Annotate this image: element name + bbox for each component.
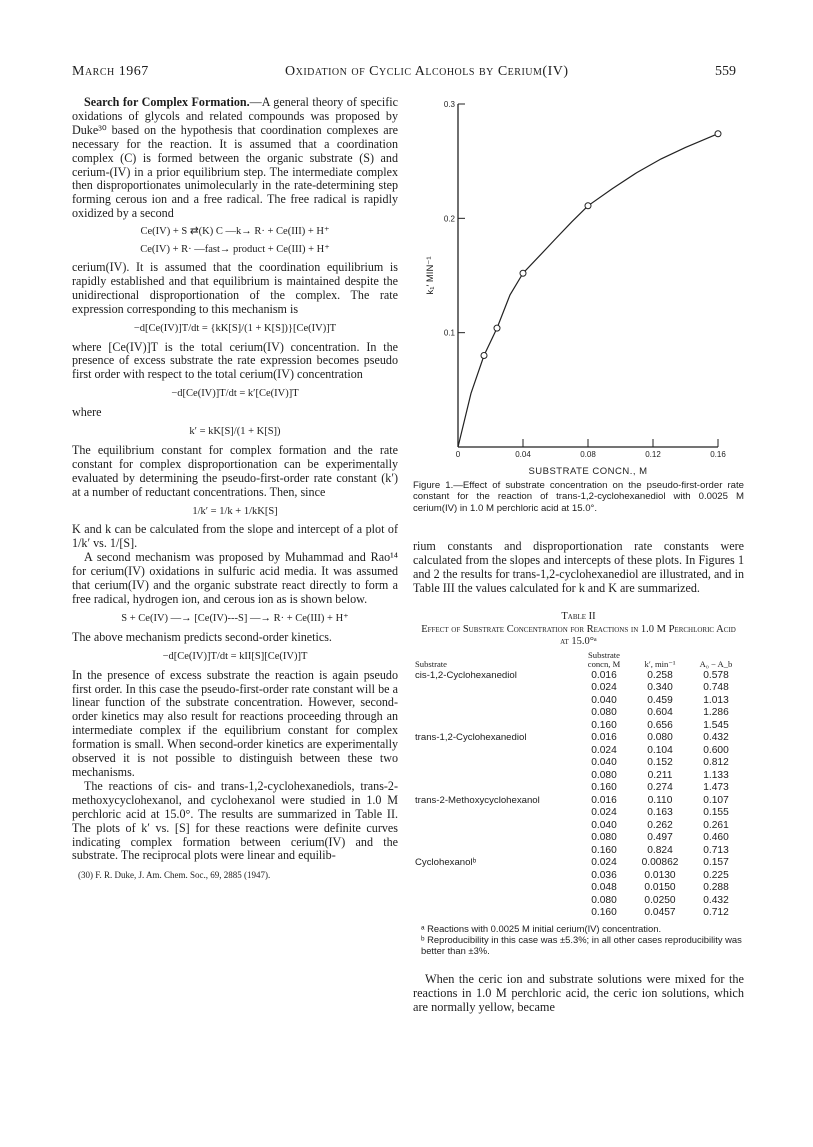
cell-concn: 0.016 bbox=[591, 732, 617, 744]
cell-substrate bbox=[413, 720, 576, 733]
table-note-b: ᵇ Reproducibility in this case was ±5.3%; in all other cases reproducibility was better than ±3%. bbox=[421, 933, 742, 956]
table-row bbox=[413, 907, 744, 920]
cell-absorbance: 0.713 bbox=[703, 844, 729, 856]
table-row bbox=[413, 732, 744, 745]
word-where: where bbox=[72, 405, 102, 420]
cell-substrate bbox=[413, 745, 576, 758]
cell-k: 0.497 bbox=[647, 832, 673, 844]
paragraph-text: In the presence of excess substrate the reaction is again pseudo first order. In this case the pseudo-first-order rate constant will be a linear function of the substrate concentration. However, second-order kinetics may also result for reactions proceeding through an intermediate complex if the equilibrium constant for complex formation is small. When second-order kinetics are experimentally observed it is not possible to distinguish between these two mechanisms. bbox=[72, 667, 398, 779]
cell-k: 0.0250 bbox=[644, 894, 676, 906]
fitted-curve bbox=[458, 134, 718, 447]
cell-substrate bbox=[413, 907, 576, 920]
table-row bbox=[413, 757, 744, 770]
running-header-title: Oxidation of Cyclic Alcohols by Cerium(IV) bbox=[285, 64, 569, 79]
section-heading: Search for Complex Formation. bbox=[84, 95, 250, 109]
cell-absorbance: 0.600 bbox=[703, 744, 729, 756]
cell-absorbance: 0.107 bbox=[703, 794, 729, 806]
data-point bbox=[715, 131, 721, 137]
cell-concn: 0.040 bbox=[591, 819, 617, 831]
cell-absorbance: 0.578 bbox=[703, 669, 729, 681]
col-header-k: k′, min⁻¹ bbox=[644, 659, 676, 670]
cell-substrate bbox=[413, 832, 576, 845]
table-row bbox=[413, 795, 744, 808]
cell-k: 0.211 bbox=[647, 769, 673, 781]
cell-substrate bbox=[413, 895, 576, 908]
table-row bbox=[413, 695, 744, 708]
cell-k: 0.604 bbox=[647, 707, 673, 719]
cell-concn: 0.024 bbox=[591, 807, 617, 819]
cell-k: 0.824 bbox=[647, 844, 673, 856]
cell-concn: 0.016 bbox=[591, 669, 617, 681]
cell-k: 0.0130 bbox=[644, 869, 676, 881]
cell-k: 0.152 bbox=[647, 757, 673, 769]
cell-substrate bbox=[413, 695, 576, 708]
cell-concn: 0.040 bbox=[591, 694, 617, 706]
paragraph-text: The above mechanism predicts second-order kinetics. bbox=[72, 629, 332, 644]
running-header-date: March 1967 bbox=[72, 64, 149, 79]
cell-k: 0.163 bbox=[647, 807, 673, 819]
cell-concn: 0.036 bbox=[591, 869, 617, 881]
page-number: 559 bbox=[715, 64, 736, 79]
cell-substrate bbox=[413, 782, 576, 795]
cell-k: 0.262 bbox=[647, 819, 673, 831]
cell-k: 0.656 bbox=[647, 719, 673, 731]
cell-absorbance: 0.432 bbox=[703, 732, 729, 744]
cell-k: 0.459 bbox=[647, 694, 673, 706]
data-point bbox=[494, 325, 500, 331]
figure-caption: Figure 1.—Effect of substrate concentration on the pseudo-first-order rate constant for the reaction of trans-1,2-cyclohexanediol with 0.0025 M cerium(IV) in 1.0 M perchloric acid at 15.0°. bbox=[413, 480, 744, 514]
cell-absorbance: 1.013 bbox=[703, 694, 729, 706]
cell-k: 0.00862 bbox=[641, 857, 679, 869]
paragraph-search bbox=[72, 96, 398, 221]
cell-absorbance: 0.432 bbox=[703, 894, 729, 906]
cell-concn: 0.024 bbox=[591, 744, 617, 756]
table-row bbox=[413, 770, 744, 783]
cell-concn: 0.024 bbox=[591, 682, 617, 694]
data-point bbox=[481, 353, 487, 359]
equation-6: 1/k′ = 1/k + 1/kK[S] bbox=[192, 505, 278, 517]
y-tick-label: 0.1 bbox=[443, 328, 455, 338]
cell-absorbance: 0.812 bbox=[703, 757, 729, 769]
cell-concn: 0.080 bbox=[591, 707, 617, 719]
y-tick-label: 0.2 bbox=[443, 214, 455, 224]
cell-absorbance: 0.288 bbox=[703, 882, 729, 894]
cell-substrate bbox=[413, 820, 576, 833]
cell-substrate bbox=[413, 870, 576, 883]
cell-substrate bbox=[413, 882, 576, 895]
table-row bbox=[413, 845, 744, 858]
y-tick-label: 0.3 bbox=[443, 100, 455, 109]
data-point bbox=[520, 270, 526, 276]
cell-k: 0.0150 bbox=[644, 882, 676, 894]
cell-concn: 0.160 bbox=[591, 844, 617, 856]
table-title: Effect of Substrate Concentration for Reactions in 1.0 M Perchloric Acid at 15.0°ᵃ bbox=[421, 623, 736, 647]
equation-7: S + Ce(IV) —→ [Ce(IV)---S] —→ R· + Ce(III) + H⁺ bbox=[121, 612, 349, 624]
paragraph-text: K and k can be calculated from the slope and intercept of a plot of 1/k′ vs. 1/[S]. bbox=[72, 522, 398, 551]
cell-concn: 0.160 bbox=[591, 907, 617, 919]
cell-absorbance: 1.545 bbox=[703, 719, 729, 731]
cell-concn: 0.080 bbox=[591, 769, 617, 781]
table-note-a: ᵃ Reactions with 0.0025 M initial cerium(IV) concentration. bbox=[421, 922, 662, 934]
table-row bbox=[413, 857, 744, 870]
cell-concn: 0.048 bbox=[591, 882, 617, 894]
table-row bbox=[413, 720, 744, 733]
cell-absorbance: 0.157 bbox=[703, 857, 729, 869]
paragraph-text: The equilibrium constant for complex formation and the rate constant for complex disproportionation can be experimentally evaluated by determining the pseudo-first-order rate constant (k′) at a number of reductant concentrations. Then, since bbox=[72, 442, 398, 499]
equation-1: Ce(IV) + S ⇄(K) C —k→ R· + Ce(III) + H⁺ bbox=[140, 226, 330, 238]
cell-substrate bbox=[413, 682, 576, 695]
equation-4: −d[Ce(IV)]T/dt = k′[Ce(IV)]T bbox=[171, 388, 299, 400]
cell-substrate: Cyclohexanolᵇ bbox=[415, 857, 477, 869]
cell-concn: 0.016 bbox=[591, 794, 617, 806]
cell-k: 0.080 bbox=[647, 732, 673, 744]
equation-3: −d[Ce(IV)]T/dt = {kK[S]/(1 + K[S])}[Ce(IV)]T bbox=[133, 322, 337, 334]
figure-1-chart bbox=[413, 92, 743, 477]
paragraph-text: When the ceric ion and substrate solutions were mixed for the reactions in 1.0 M perchloric acid, the ceric ion solutions, which are normally yellow, became bbox=[413, 971, 744, 1014]
cell-substrate bbox=[413, 807, 576, 820]
cell-k: 0.340 bbox=[647, 682, 673, 694]
cell-concn: 0.080 bbox=[591, 832, 617, 844]
cell-k: 0.274 bbox=[647, 782, 673, 794]
table-row bbox=[413, 807, 744, 820]
cell-substrate: cis-1,2-Cyclohexanediol bbox=[415, 669, 517, 681]
cell-concn: 0.040 bbox=[591, 757, 617, 769]
footnote: (30) F. R. Duke, J. Am. Chem. Soc., 69, 2885 (1947). bbox=[78, 870, 271, 881]
equation-2: Ce(IV) + R· —fast→ product + Ce(III) + H⁺ bbox=[140, 244, 330, 256]
equation-5: k′ = kK[S]/(1 + K[S]) bbox=[189, 426, 281, 438]
x-tick-label: 0.04 bbox=[515, 450, 531, 459]
col-header-concn: Substrate concn, M bbox=[587, 649, 621, 670]
cell-absorbance: 1.286 bbox=[703, 707, 729, 719]
table-label: Table II bbox=[561, 610, 596, 622]
x-tick-label: 0 bbox=[455, 450, 461, 459]
equation-8: −d[Ce(IV)]T/dt = kII[S][Ce(IV)]T bbox=[162, 650, 308, 662]
col-header-absorbance: A₀ − A_b bbox=[699, 659, 733, 670]
x-tick-label: 0.12 bbox=[645, 450, 661, 459]
cell-absorbance: 1.133 bbox=[703, 769, 729, 781]
left-column bbox=[72, 96, 398, 883]
paragraph-text: The reactions of cis- and trans-1,2-cyclohexanediols, trans-2-methoxycyclohexanol, and cyclohexanol were studied in 1.0 M perchloric acid at 15.0°. The results are summarized in Table II. The plots of k′ vs. [S] for these reactions were definite curves indicating complex formation between cerium(IV) and the substrate. The reciprocal plots were linear and equilib- bbox=[72, 778, 398, 863]
table-row bbox=[413, 682, 744, 695]
table-row bbox=[413, 782, 744, 795]
cell-k: 0.110 bbox=[647, 794, 673, 806]
data-point bbox=[585, 203, 591, 209]
paragraph-text: rium constants and disproportionation rate constants were calculated from the slopes and intercepts of these plots. In Figures 1 and 2 the results for trans-1,2-cyclohexanediol are illustrated, and in Table III the values calculated for k and K are summarized. bbox=[413, 539, 744, 595]
cell-k: 0.104 bbox=[647, 744, 673, 756]
table-row bbox=[413, 870, 744, 883]
cell-absorbance: 0.460 bbox=[703, 832, 729, 844]
paragraph-text: cerium(IV). It is assumed that the coordination equilibrium is rapidly established and that equilibrium is maintained despite the unidirectional disproportionation of the complex. The rate expression corresponding to this mechanism is bbox=[72, 259, 398, 316]
cell-substrate bbox=[413, 845, 576, 858]
col-header-substrate: Substrate bbox=[415, 659, 447, 670]
cell-substrate bbox=[413, 770, 576, 783]
cell-concn: 0.080 bbox=[591, 894, 617, 906]
cell-k: 0.0457 bbox=[644, 907, 676, 919]
cell-absorbance: 0.155 bbox=[703, 807, 729, 819]
paragraph-text: A second mechanism was proposed by Muhammad and Rao¹⁴ for cerium(IV) oxidations in sulfuric acid media. It was assumed that cerium(IV) and the organic substrate react directly to form a free radical, hydrogen ion, and cerous ion as is shown below. bbox=[72, 550, 398, 606]
cell-substrate bbox=[413, 707, 576, 720]
cell-substrate bbox=[413, 757, 576, 770]
table-row bbox=[413, 707, 744, 720]
cell-concn: 0.160 bbox=[591, 782, 617, 794]
table-row bbox=[413, 895, 744, 908]
table-row bbox=[413, 820, 744, 833]
cell-absorbance: 0.712 bbox=[703, 907, 729, 919]
cell-concn: 0.024 bbox=[591, 857, 617, 869]
table-ii bbox=[413, 651, 744, 920]
x-tick-label: 0.08 bbox=[580, 450, 596, 459]
cell-concn: 0.160 bbox=[591, 719, 617, 731]
y-axis-label: k₁′ MIN⁻¹ bbox=[425, 256, 436, 295]
cell-k: 0.258 bbox=[647, 669, 673, 681]
table-row bbox=[413, 670, 744, 683]
right-column bbox=[413, 540, 744, 1014]
cell-absorbance: 0.748 bbox=[703, 682, 729, 694]
table-row bbox=[413, 882, 744, 895]
cell-absorbance: 0.225 bbox=[703, 869, 729, 881]
x-axis-label: SUBSTRATE CONCN., M bbox=[528, 466, 648, 477]
paragraph-text: —A general theory of specific oxidations of glycols and related compounds was proposed by Duke³⁰ based on the hypothesis that coordination complexes are necessary for the reaction. It is assumed that a coordination complex (C) is formed between the organic substrate (S) and cerium-(IV) in a prior equilibrium step. The intermediate complex then disproportionates unimolecularly in the rate-determining step forming cerous ion and a free radical. The free radical is rapidly oxidized by a second bbox=[72, 95, 399, 221]
cell-substrate: trans-1,2-Cyclohexanediol bbox=[415, 732, 527, 744]
cell-substrate: trans-2-Methoxycyclohexanol bbox=[415, 794, 540, 806]
x-tick-label: 0.16 bbox=[710, 450, 726, 459]
cell-absorbance: 1.473 bbox=[703, 782, 729, 794]
table-row bbox=[413, 745, 744, 758]
table-row bbox=[413, 832, 744, 845]
cell-absorbance: 0.261 bbox=[703, 819, 729, 831]
paragraph-text: where [Ce(IV)]T is the total cerium(IV) concentration. In the presence of excess substrate the rate expression becomes pseudo first order with respect to the total cerium(IV) concentration bbox=[72, 339, 398, 382]
